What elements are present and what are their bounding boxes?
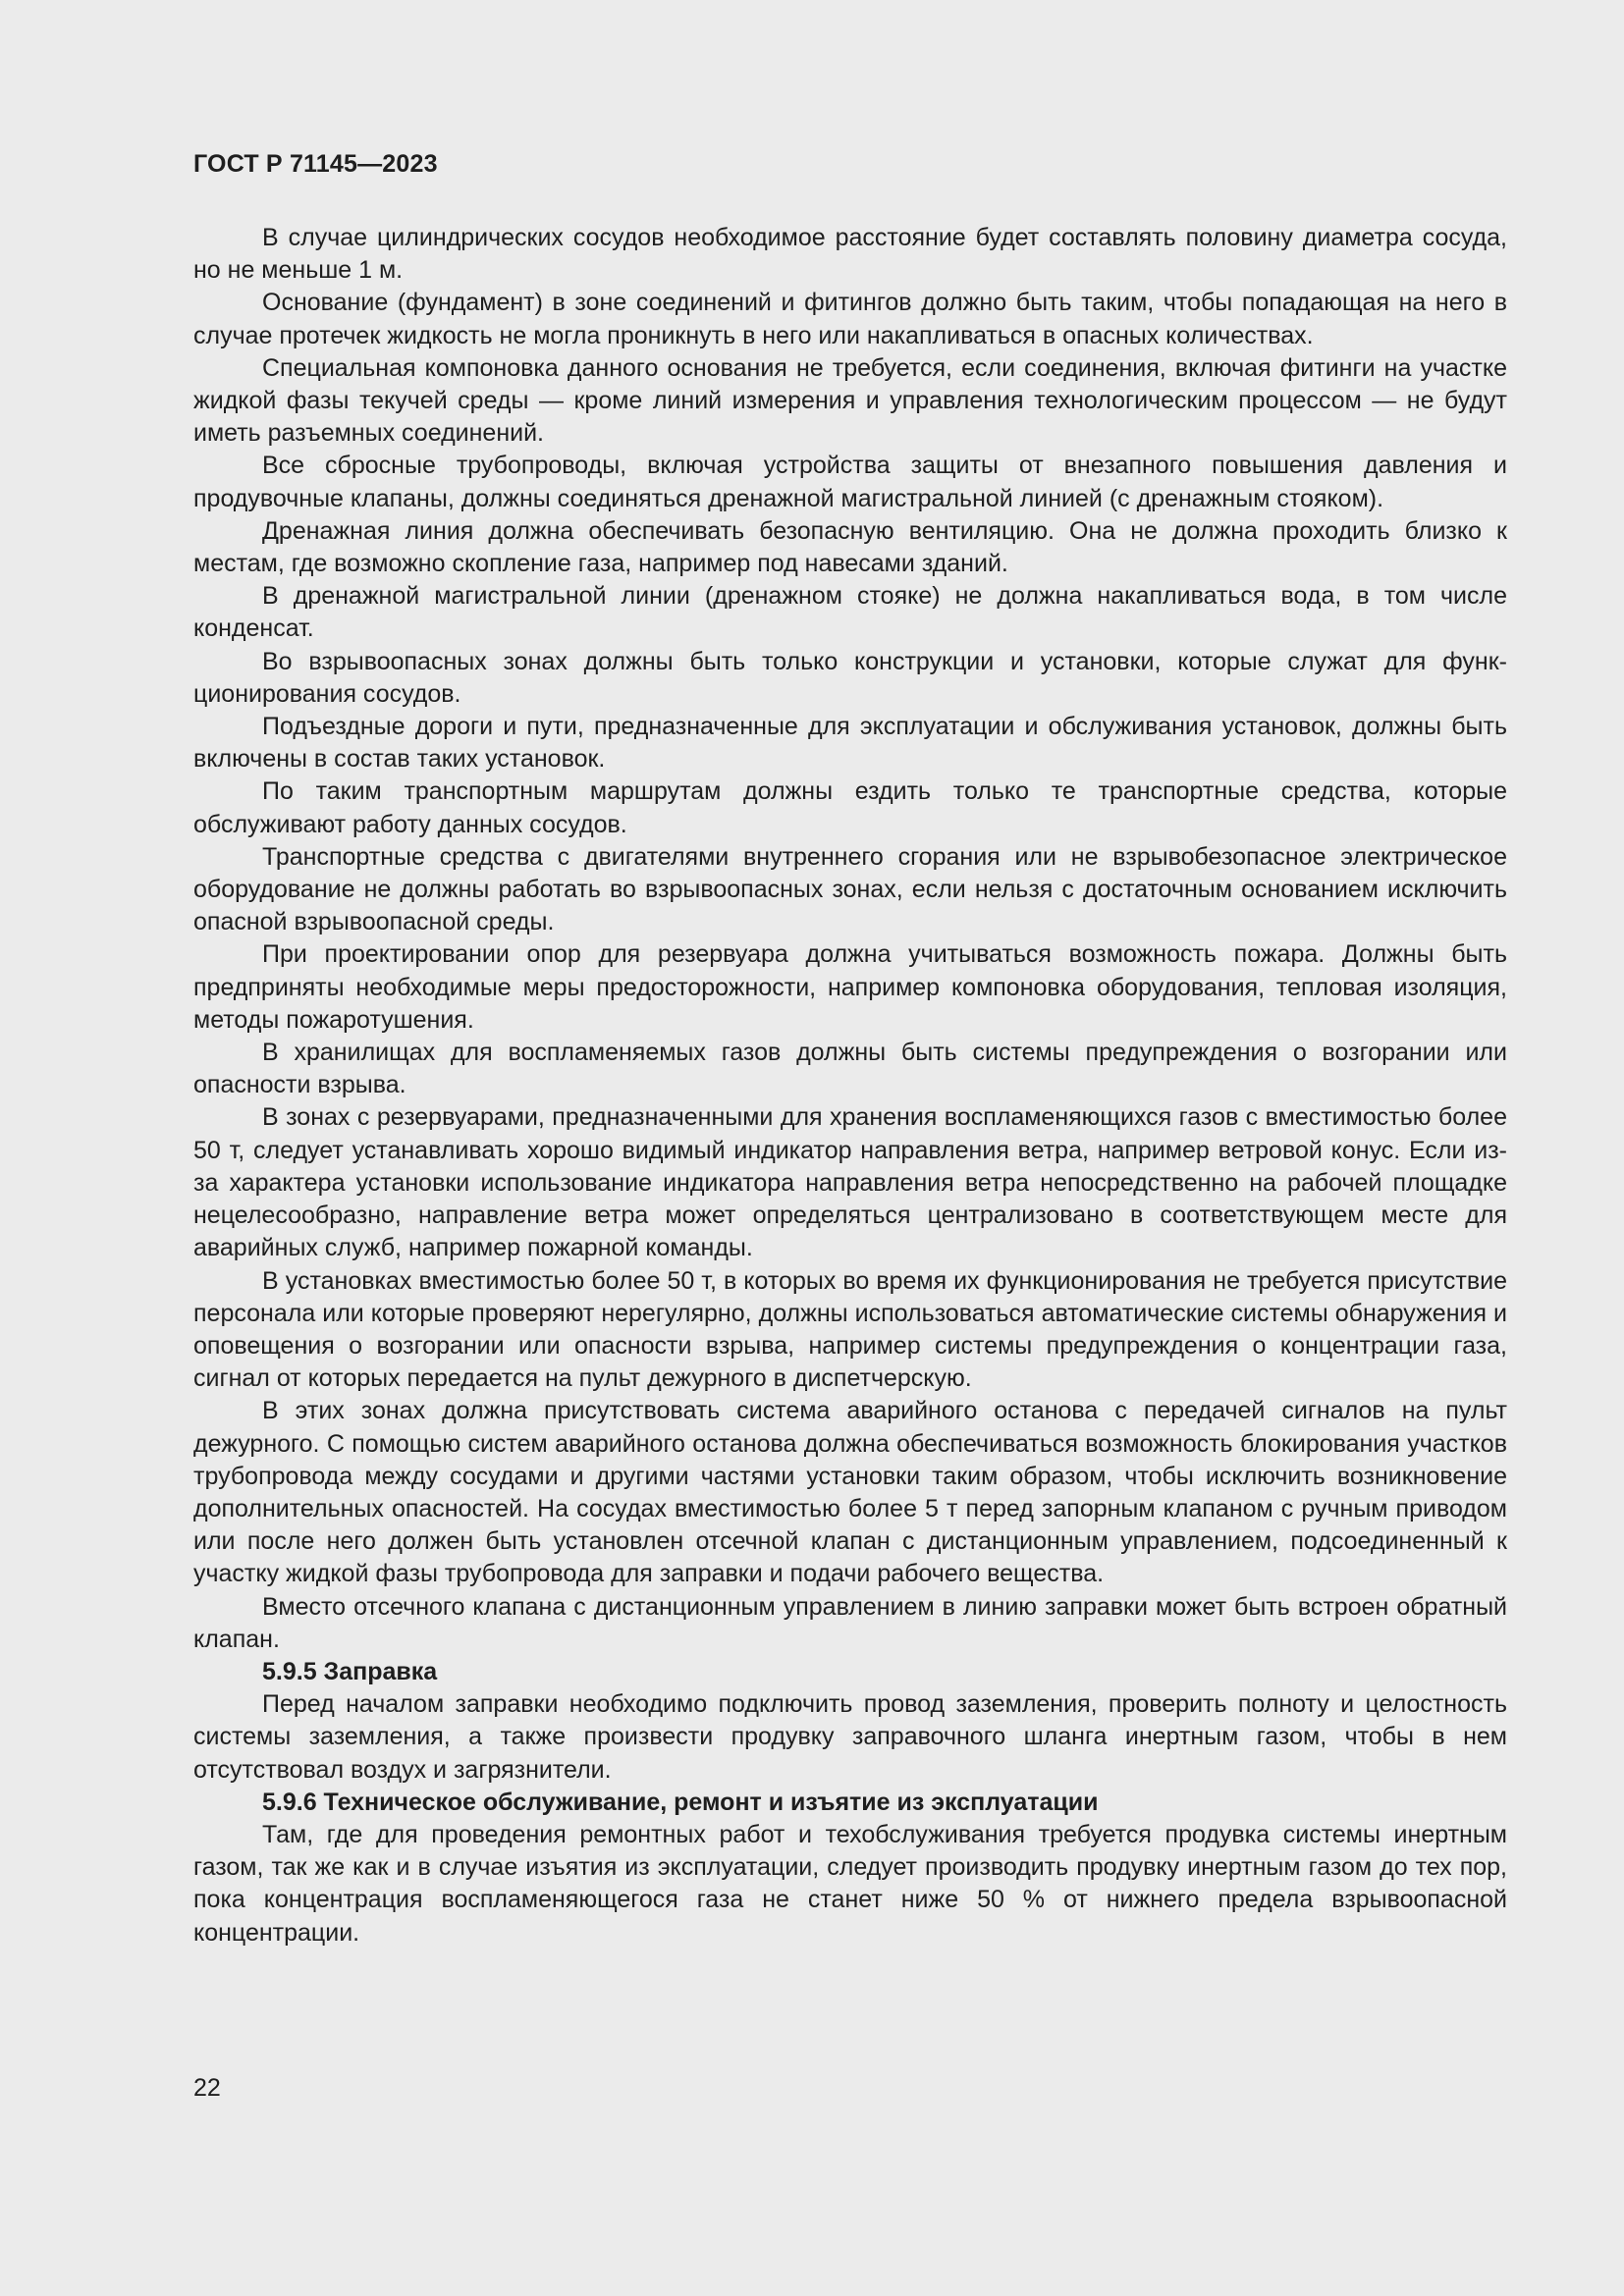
paragraph: Дренажная линия должна обеспечивать безопасную вентиляцию. Она не должна проходить близко к местам, где возможно скопление газа, например под навесами зданий. — [193, 516, 1507, 578]
paragraph: Перед началом заправки необходимо подключить провод заземления, проверить полноту и целостность системы заземления, а также произвести продувку заправочного шланга инертным газом, чтобы в нем отсутствовал воздух и загрязнители. — [193, 1690, 1507, 1784]
paragraph: Основание (фундамент) в зоне соединений и фитингов должно быть таким, чтобы попадающая на него в случае протечек жидкость не могла проникнуть в него или накапливаться в опасных количествах. — [193, 289, 1507, 349]
paragraph: В случае цилиндрических сосудов необходимое расстояние будет составлять половину диаметра сосуда, но не меньше 1 м. — [193, 224, 1507, 285]
paragraph: По таким транспортным маршрутам должны ездить только те транспортные средства, которые обслуживают работу данных сосудов. — [193, 777, 1507, 838]
paragraph: Специальная компоновка данного основания не требуется, если соединения, включая фитинги на участке жидкой фазы текучей среды — кроме линий измерения и управления технологическим процессом — не будут иметь разъемных соединений. — [193, 353, 1507, 448]
paragraph: В хранилищах для воспламеняемых газов должны быть системы предупреждения о возгорании или опасности взрыва. — [193, 1039, 1507, 1099]
section-heading-5-9-5: 5.9.5 Заправка — [262, 1657, 438, 1685]
paragraph: В установках вместимостью более 50 т, в которых во время их функционирования не требуется присутствие персонала или которые проверяют нерегулярно, должны использоваться автоматические системы обнаружения и оповещения о возгорании или опасности взрыва, например системы предупреждения о концентрации газа, сигнал от которых передается на пульт дежурного в диспетчерскую. — [193, 1266, 1507, 1393]
paragraph: Во взрывоопасных зонах должны быть только конструкции и установки, которые служат для функционирования сосудов. — [193, 647, 1507, 708]
paragraph: В зонах с резервуарами, предназначенными для хранения воспламеняющихся газов с вместимостью более 50 т, следует устанавливать хорошо видимый индикатор направления ветра, например ветровой конус. Если из-за характера установки использование индикатора направления ветра непосредственно на рабочей площадке нецелесообразно, направление ветра может определяться централизовано в соответствующем месте для аварийных служб, например пожарной команды. — [193, 1103, 1507, 1262]
paragraph: Там, где для проведения ремонтных работ и техобслуживания требуется продувка системы инертным газом, так же как и в случае изъятия из эксплуатации, следует производить продувку инертным газом до тех пор, пока концентрация воспламеняющегося газа не станет ниже 50 % от нижнего предела взрывоопасной концентрации. — [193, 1820, 1507, 1947]
paragraph: В дренажной магистральной линии (дренажном стояке) не должна накапливаться вода, в том числе конденсат. — [193, 582, 1507, 643]
paragraph: Все сбросные трубопроводы, включая устройства защиты от внезапного повышения давления и продувочные клапаны, должны соединяться дренажной магистральной линией (с дренажным стояком). — [193, 452, 1507, 512]
page-number: 22 — [193, 2074, 221, 2102]
paragraph: При проектировании опор для резервуара должна учитываться возможность пожара. Должны быть предприняты необходимые меры предосторожности, например компоновка оборудования, тепловая изоляция, методы пожаротушения. — [193, 940, 1507, 1034]
paragraph: Подъездные дороги и пути, предназначенные для эксплуатации и обслуживания установок, должны быть включены в состав таких установок. — [193, 713, 1507, 774]
paragraph: В этих зонах должна присутствовать система аварийного останова с передачей сигналов на пульт дежурного. С помощью систем аварийного останова должна обеспечиваться возможность блокирования участков трубопровода между сосудами и другими частями установки таким образом, чтобы исключить возникновение дополнительных опасностей. На сосудах вместимостью более 5 т перед запорным клапаном с ручным приводом или после него должен быть установлен отсечной клапан с дистанционным управлением, подсоединенный к участку жидкой фазы трубопровода для заправки и подачи рабочего вещества. — [193, 1397, 1507, 1588]
document-header: ГОСТ Р 71145—2023 — [193, 150, 438, 178]
paragraph: Вместо отсечного клапана с дистанционным управлением в линию заправки может быть встроен обратный клапан. — [193, 1592, 1507, 1653]
paragraph: Транспортные средства с двигателями внутреннего сгорания или не взрывобезопасное электрическое оборудование не должны работать во взрывоопасных зонах, если нельзя с достаточным основанием исключить опасной взрывоопасной среды. — [193, 842, 1507, 936]
section-heading-5-9-6: 5.9.6 Техническое обслуживание, ремонт и изъятие из эксплуатации — [262, 1788, 1099, 1816]
document-body — [193, 222, 1507, 1949]
